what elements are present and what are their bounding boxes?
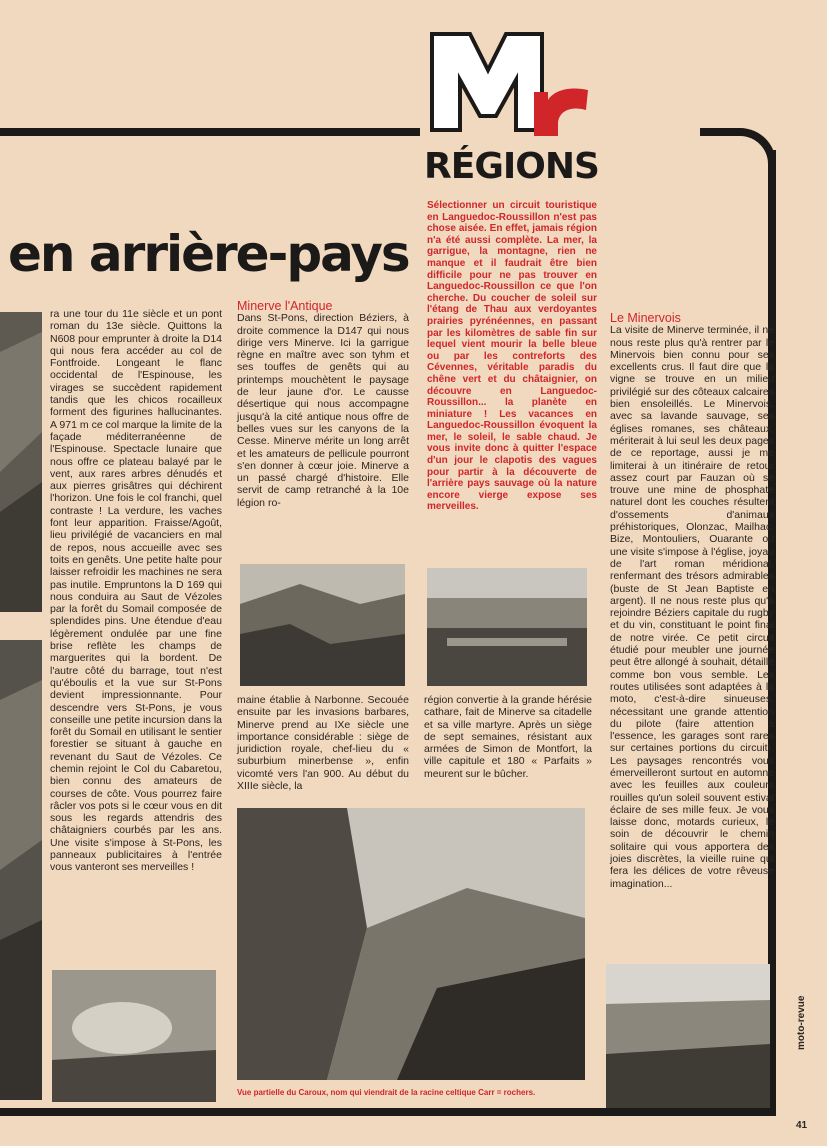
headline: en arrière-pays: [8, 225, 409, 283]
photo-caroux: [237, 808, 585, 1080]
minerve-subhead: Minerve l'Antique: [237, 299, 333, 313]
frame-corner: [700, 128, 776, 168]
photo-minerve-bridge: [427, 568, 587, 686]
photo-caption: Vue partielle du Caroux, nom qui viendrait de la racine celtique Carr = rochers.: [237, 1088, 536, 1097]
bottom-rule: [0, 1108, 776, 1116]
watermark-logo: [340, 515, 430, 595]
column-2b-text: maine établie à Narbonne. Secouée ensuite par les invasions barbares, Minerve prend au IXe siècle une importance considérable : siège de juridiction royale, chef-lieu du « suburbium minerbense », enfin vicomté vers l'an 900. Au début du XIIIe siècle, la: [237, 694, 409, 793]
photo-rocks: [52, 970, 216, 1102]
column-4: [610, 312, 774, 890]
page-number: 41: [796, 1120, 808, 1131]
photo-landscape: [606, 964, 770, 1108]
top-rule: [0, 128, 420, 136]
column-3b-text: région convertie à la grande hérésie cathare, fait de Minerve sa citadelle et sa ville martyre. Après un siège de sept semaines, résistant aux armées de Simon de Montfort, la ville capitule et 180 « Parfaits » meurent sur le bûcher.: [424, 694, 592, 780]
section-title: RÉGIONS: [424, 146, 599, 187]
mr-logo: [430, 30, 590, 138]
column-2: [237, 300, 409, 509]
column-2-text: Dans St-Pons, direction Béziers, à droite commence la D147 qui nous dirige vers Minerve. Ici la garrigue règne en maître avec son tyhm et ses touffes de genêts qui au printemps mouchètent le paysage de leur jaune d'or. Le causse désertique qui nous accompagne jusqu'à la cité antique nous offre de belles vues sur les canyons de la Cesse. Minerve mérite un long arrêt et les amateurs de pellicule pourront s'en donner à cœur joie. Minerve a un passé chargé d'histoire. Elle servit de camp retranché à la 10e légion ro-: [237, 312, 409, 509]
intro-paragraph: Sélectionner un circuit touristique en Languedoc-Roussillon n'est pas chose aisée. En effet, jamais région n'a été aussi complète. La mer, la garrigue, la montagne, rien ne manque et il faudrait être bien difficile pour ne pas trouver en Languedoc-Roussillon ce que l'on cherche. Du coucher de soleil sur l'étang de Thau aux verdoyantes prairies pyrénéennes, en passant par les kilomètres de sable fin sur lequel vient mourir la belle bleue ou par les contreforts des Cévennes, véritable paradis du chêne vert et du châtaignier, on découvre en Languedoc-Roussillon... la planète en miniature ! Les vacances en Languedoc-Roussillon évoquent la mer, le soleil, le sable chaud. Je vous invite donc à quitter l'espace d'un jour le clapotis des vagues pour partir à la découverte de l'arrière pays sauvage où la nature encore vierge expose ses merveilles.: [427, 200, 597, 513]
minervois-subhead: Le Minervois: [610, 311, 681, 325]
magazine-name: moto-revue: [796, 995, 807, 1050]
column-4-text: La visite de Minerve terminée, il ne nous reste plus qu'à rentrer par le Minervois bien connu pour ses excellents crus. Il faut dire que la vigne se trouve en un milieu privilégié sur des côteaux calcaires bien ensoleillés. Le Minervois, avec sa lavande sauvage, ses églises romanes, ses châteaux, mériterait à lui seul les deux pages de ce reportage, aussi je me limiterai à un itinéraire de retour assez court par Fauzan où se trouve une mine de phosphate naturel dont les couches résultent d'ossements d'animaux préhistoriques, Olonzac, Mailhac, Bize, Montouliers, Ouarante où une visite s'impose à l'église, joyau de l'art roman méridional, renfermant des trésors admirables (buste de St Jean Baptiste en argent). Il ne nous reste plus qu'à rejoindre Béziers capitale du rugby et du vin, constituant le point final de notre virée. Ce petit circuit étudié pour meubler une journée peut être allongé à souhait, détaillé comme bon vous semble. Les routes utilisées sont adaptées à la moto, c'est-à-dire sinueuses, nécessitant une grande attention du pilote (faire attention à l'essence, les garages sont rares sur certaines portions du circuit). Les paysages rencontrés vous émerveilleront surtout en automne avec les feuilles aux couleurs rouilles qu'un soleil souvent estival éclaire de ses mille feux. Je vous laisse donc, motards curieux, le soin de découvrir le chemin solitaire qui vous apportera des joies discrètes, la vieille ruine qui fera les délices de votre rêveuse imagination...: [610, 324, 774, 890]
photo-strip-bottom: [0, 640, 42, 1100]
column-1-text: ra une tour du 11e siècle et un pont roman du 13e siècle. Quittons la N608 pour emprunter à droite la D14 qui nous fera accéder au col de Fontfroide. Longeant le flanc occidental de l'Espinouse, les virages se succèdent rapidement tandis que les chicos rocailleux forment des figurines hallucinantes. A 971 m ce col marque la limite de la façade méditerranéenne de l'Espinouse. Spectacle lunaire que nous offre ce plateau balayé par le vent, aux rares arbres dénudés et aux pierres grisâtres qui déchirent l'horizon. Une fois le col franchi, quel contraste ! La verdure, les vaches font leur apparition. Fraisse/Agoût, lieu privilégié de vacanciers en mal de repos, nous accueille avec ses toits en genêts. Une petite halte pour laisser refroidir les machines ne sera pas inutile. Empruntons la D 169 qui nous conduira au Saut de Vézoles par la forêt du Somail composée de splendides pins. Une étendue d'eau légèrement ondulée par une fine brise reflète les champs de marguerites qui la bordent. De l'autre côté du barrage, tout n'est qu'éboulis et la vue sur St-Pons devient impressionnante. Pour descendre vers St-Pons, je vous conseille une petite incursion dans la forêt du Somail en utilisant le sentier forestier se situant à gauche en revenant du Saut de Vézoles. Ce chemin rejoint le Col du Cabaretou, bien connu des amateurs de courses de côte. Vous pourrez faire râcler vos pots si le cœur vous en dit sous les regards attendris des châtaigniers courbés par les ans. Une visite s'impose à St-Pons, les panneaux publicitaires à l'entrée vous vanteront ses merveilles !: [50, 308, 222, 874]
photo-strip-top: [0, 312, 42, 612]
